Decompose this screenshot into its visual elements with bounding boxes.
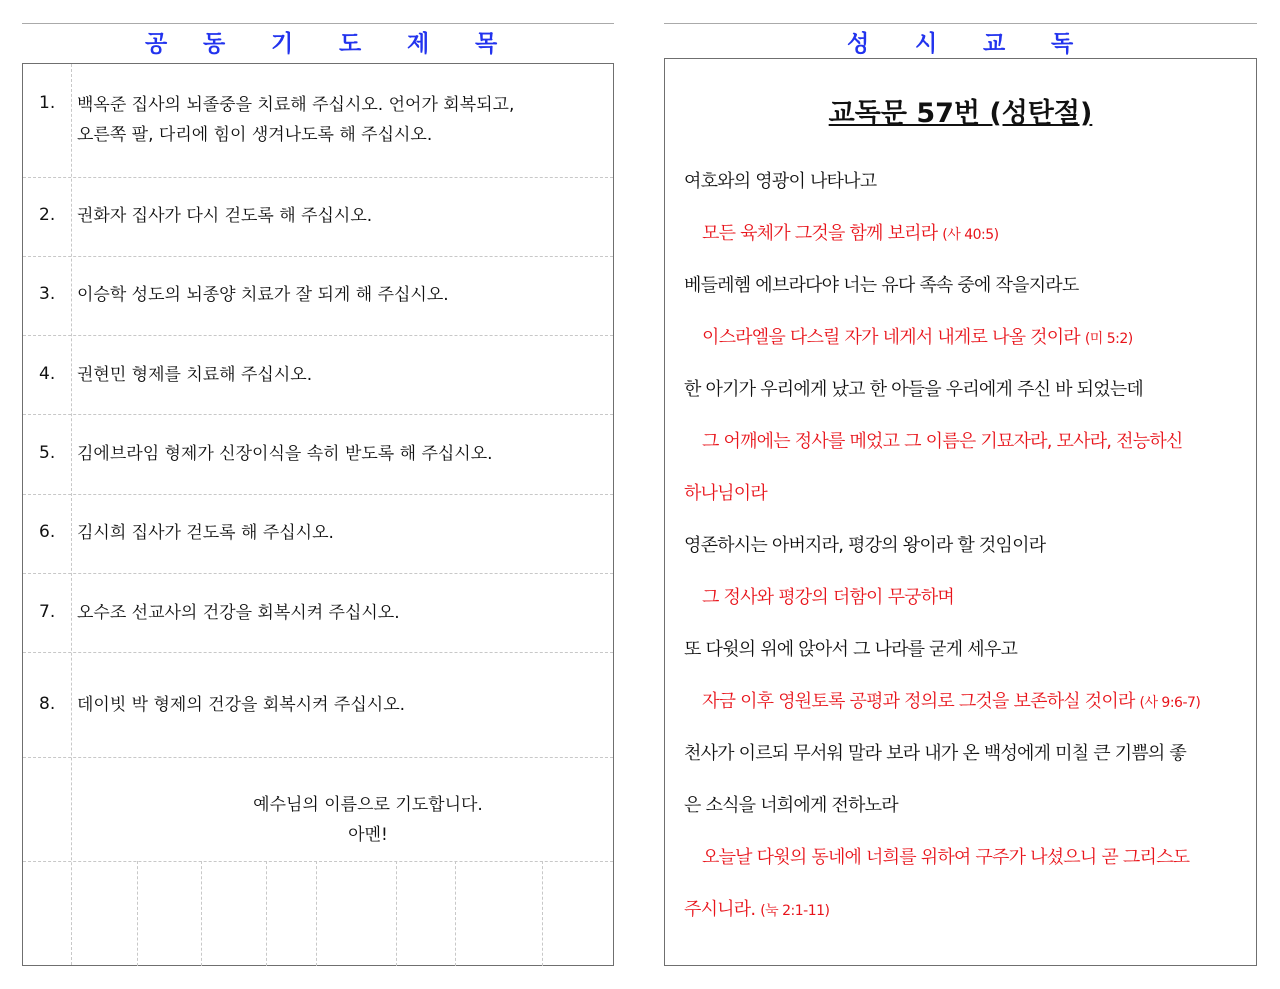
leader-line: 천사가 이르되 무서워 말라 보라 내가 온 백성에게 미칠 큰 기쁨의 좋 [684,743,1187,764]
response-line: 하나님이라 [684,483,767,504]
row-divider [23,335,613,336]
grid-divider [266,861,267,966]
response-line: 이스라엘을 다스릴 자가 네게서 내게로 나올 것이라 (미 5:2) [702,327,1133,348]
grid-divider [542,861,543,966]
prayer-heading-char: 제 [407,31,430,57]
prayer-item: 권화자 집사가 다시 걷도록 해 주십시오. [77,206,373,226]
prayer-item: 김시희 집사가 걷도록 해 주십시오. [77,523,334,543]
grid-divider [316,861,317,966]
row-divider [23,494,613,495]
row-divider [23,573,613,574]
scripture-ref: (사 40:5) [942,227,999,243]
reading-title: 교독문 57번 (성탄절) [828,98,1093,129]
scripture-ref: (미 5:2) [1084,331,1133,347]
leader-line: 또 다윗의 위에 앉아서 그 나라를 굳게 세우고 [684,639,1018,660]
item-number: 6. [39,522,56,542]
right-top-rule [664,23,1257,24]
row-divider [23,652,613,653]
prayer-item-line: 오른쪽 팔, 다리에 힘이 생겨나도록 해 주십시오. [77,125,433,145]
prayer-item: 오수조 선교사의 건강을 회복시켜 주십시오. [77,603,400,623]
row-divider [23,861,613,862]
response-line: 자금 이후 영원토록 공평과 정의로 그것을 보존하실 것이라 (사 9:6-7) [702,691,1201,712]
prayer-heading-char: 도 [339,31,362,57]
leader-line: 여호와의 영광이 나타나고 [684,171,877,192]
prayer-heading-char: 공 [145,31,168,57]
prayer-item: 권현민 형제를 치료해 주십시오. [77,365,313,385]
item-number: 5. [39,443,56,463]
item-number: 4. [39,364,56,384]
prayer-item-line: 백옥준 집사의 뇌졸중을 치료해 주십시오. 언어가 회복되고, [77,95,515,115]
leader-line: 영존하시는 아버지라, 평강의 왕이라 할 것임이라 [684,535,1046,556]
reading-heading-char: 성 [847,31,870,57]
response-line: 오늘날 다윗의 동네에 너희를 위하여 구주가 나셨으니 곧 그리스도 [702,847,1190,868]
row-divider [23,414,613,415]
reading-heading-char: 시 [915,31,938,57]
leader-line: 한 아기가 우리에게 났고 한 아들을 우리에게 주신 바 되었는데 [684,379,1143,400]
leader-line: 베들레헴 에브라다야 너는 유다 족속 중에 작을지라도 [684,275,1079,296]
closing-amen: 아멘! [348,825,388,845]
grid-divider [396,861,397,966]
prayer-item: 이승학 성도의 뇌종양 치료가 잘 되게 해 주십시오. [77,285,449,305]
row-divider [23,757,613,758]
number-column-divider [71,64,72,965]
left-top-rule [22,23,614,24]
prayer-item: 김에브라임 형제가 신장이식을 속히 받도록 해 주십시오. [77,444,493,464]
prayer-heading-char: 기 [271,31,294,57]
closing-line: 예수님의 이름으로 기도합니다. [253,795,483,815]
response-line: 그 어깨에는 정사를 메었고 그 이름은 기묘자라, 모사라, 전능하신 [702,431,1183,452]
leader-line: 은 소식을 너희에게 전하노라 [684,795,898,816]
reading-heading-char: 독 [1051,31,1074,57]
prayer-item [77,90,514,150]
scripture-ref: (사 9:6-7) [1139,695,1201,711]
prayer-heading-char: 동 [203,31,226,57]
response-line: 모든 육체가 그것을 함께 보리라 (사 40:5) [702,223,999,244]
prayer-list-box [22,63,614,966]
item-number: 7. [39,602,56,622]
item-number: 8. [39,694,56,714]
prayer-heading-char: 목 [475,31,498,57]
closing-prayer [123,790,613,850]
item-number: 1. [39,93,56,113]
prayer-item: 데이빗 박 형제의 건강을 회복시켜 주십시오. [77,695,406,715]
reading-heading-char: 교 [983,31,1006,57]
row-divider [23,177,613,178]
row-divider [23,256,613,257]
response-line: 그 정사와 평강의 더함이 무궁하며 [702,587,954,608]
scripture-ref: (눅 2:1-11) [760,903,830,919]
grid-divider [201,861,202,966]
item-number: 3. [39,284,56,304]
grid-divider [137,861,138,966]
item-number: 2. [39,205,56,225]
grid-divider [455,861,456,966]
responsive-reading-box [664,58,1257,966]
response-line: 주시니라. (눅 2:1-11) [684,899,830,920]
